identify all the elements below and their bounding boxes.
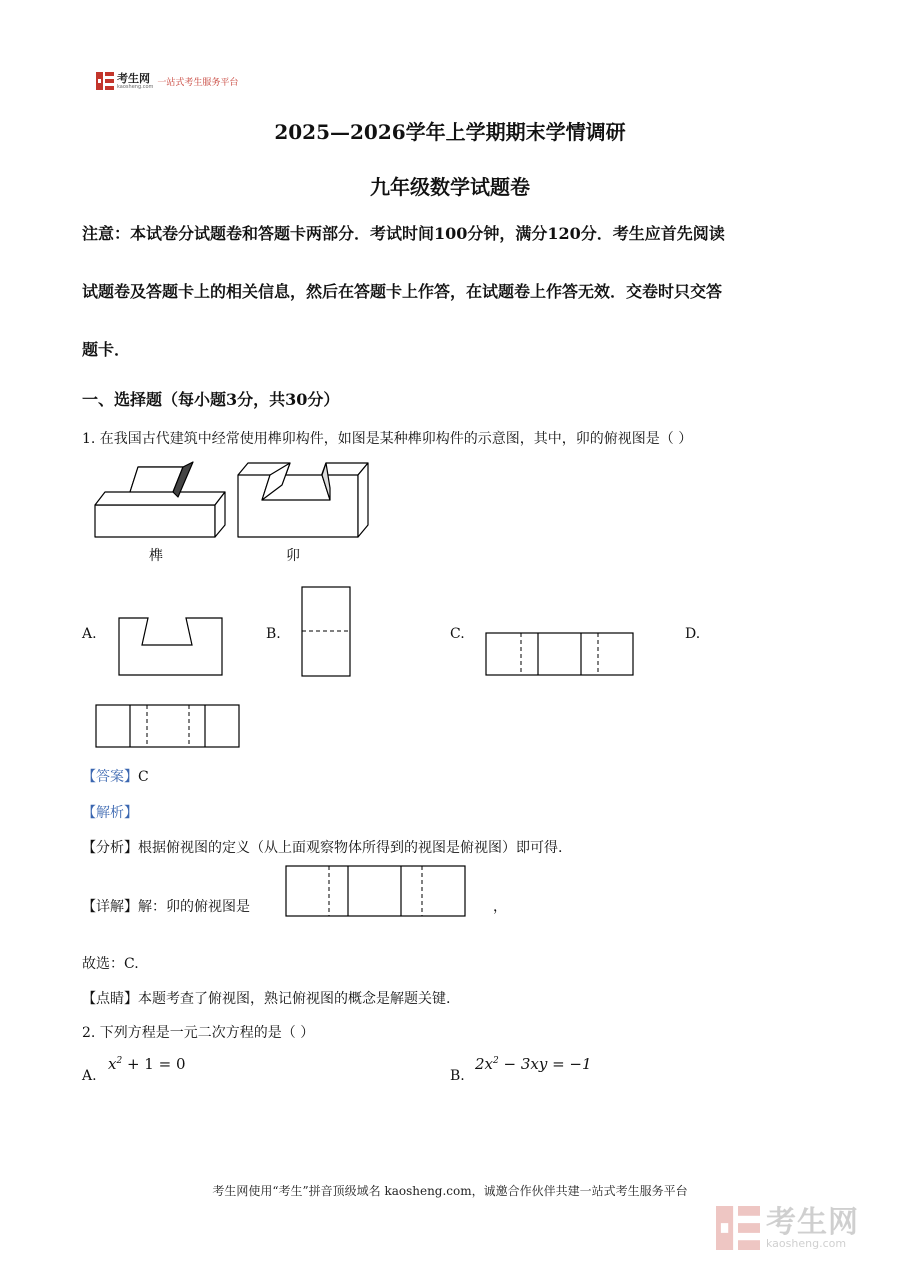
answer-line xyxy=(82,766,149,786)
detail-tag: 【详解】 xyxy=(82,899,138,915)
option-b-figure xyxy=(301,586,352,678)
fenxi-text: 根据俯视图的定义（从上面观察物体所得到的视图是俯视图）即可得. xyxy=(138,840,563,856)
option-c-label: C. xyxy=(450,626,465,642)
exam-title: 2025—2026学年上学期期末学情调研 xyxy=(274,120,626,144)
detail-top-view-figure xyxy=(285,865,467,918)
comment-line xyxy=(82,988,450,1008)
comment-tag: 【点睛】 xyxy=(82,991,138,1007)
detail-comma: ， xyxy=(493,899,507,915)
footer-text: 考生网使用“考生”拼音顶级域名 kaosheng.com，诚邀合作伙伴共建一站式考生服务平台 xyxy=(212,1184,688,1198)
q2-option-b-equation xyxy=(475,1055,592,1073)
q2-b-coef: 2x xyxy=(475,1055,494,1073)
tenon-3d-shape xyxy=(95,462,225,537)
q2-a-base: x xyxy=(108,1055,117,1073)
q2-a-exp: 2 xyxy=(116,1056,123,1066)
notice-line-2: 试题卷及答题卡上的相关信息，然后在答题卡上作答，在试题卷上作答无效．交卷时只交答 xyxy=(82,282,723,301)
figure-label-mortise: 卯 xyxy=(286,548,300,564)
logo-name: 考生网 xyxy=(117,71,150,85)
header-logo xyxy=(96,72,238,90)
section-heading: 一、选择题（每小题3分，共30分） xyxy=(82,390,340,409)
detail-text: 解：卯的俯视图是 xyxy=(138,899,250,915)
option-a-figure xyxy=(118,617,224,677)
analysis-tag: 【解析】 xyxy=(82,805,138,821)
fenxi-line xyxy=(82,837,562,857)
mortise-3d-shape xyxy=(238,463,368,537)
option-c-figure xyxy=(485,632,635,677)
option-d-label: D. xyxy=(685,626,701,642)
answer-tag: 【答案】 xyxy=(82,769,138,785)
q2-b-rest: − 3xy = −1 xyxy=(498,1055,592,1073)
q2-option-a-label: A. xyxy=(82,1068,97,1084)
mortise-tenon-figure xyxy=(90,455,370,545)
watermark-logo-icon xyxy=(716,1206,760,1250)
q2-option-a-equation xyxy=(108,1055,186,1073)
comment-text: 本题考查了俯视图，熟记俯视图的概念是解题关键. xyxy=(138,991,451,1007)
option-a-label: A. xyxy=(82,626,97,642)
kaosheng-logo-icon xyxy=(96,72,114,90)
fenxi-tag: 【分析】 xyxy=(82,840,138,856)
watermark xyxy=(716,1206,859,1250)
q2-option-b-label: B. xyxy=(450,1068,465,1084)
question-1-text: 1. 在我国古代建筑中经常使用榫卯构件，如图是某种榫卯构件的示意图，其中，卯的俯视图是（ ） xyxy=(82,431,693,447)
logo-domain: kaosheng.com xyxy=(117,83,154,90)
conclusion: 故选：C. xyxy=(82,956,139,972)
exam-subtitle: 九年级数学试题卷 xyxy=(370,175,530,199)
logo-slogan: 一站式考生服务平台 xyxy=(157,77,239,88)
notice-line-1: 注意：本试卷分试题卷和答题卡两部分．考试时间100分钟，满分120分．考生应首先阅读 xyxy=(82,224,725,243)
question-2-text: 2. 下列方程是一元二次方程的是（ ） xyxy=(82,1025,315,1041)
q2-b-exp: 2 xyxy=(493,1056,499,1066)
detail-line xyxy=(82,896,250,916)
watermark-name: 考生网 xyxy=(766,1204,859,1240)
answer-value: C xyxy=(138,769,149,785)
watermark-domain: kaosheng.com xyxy=(766,1236,847,1250)
notice-line-3: 题卡． xyxy=(82,340,131,359)
option-b-label: B. xyxy=(266,626,281,642)
q2-a-rest: + 1 = 0 xyxy=(122,1055,186,1073)
figure-label-tenon: 榫 xyxy=(149,548,163,564)
option-d-figure xyxy=(95,704,241,749)
